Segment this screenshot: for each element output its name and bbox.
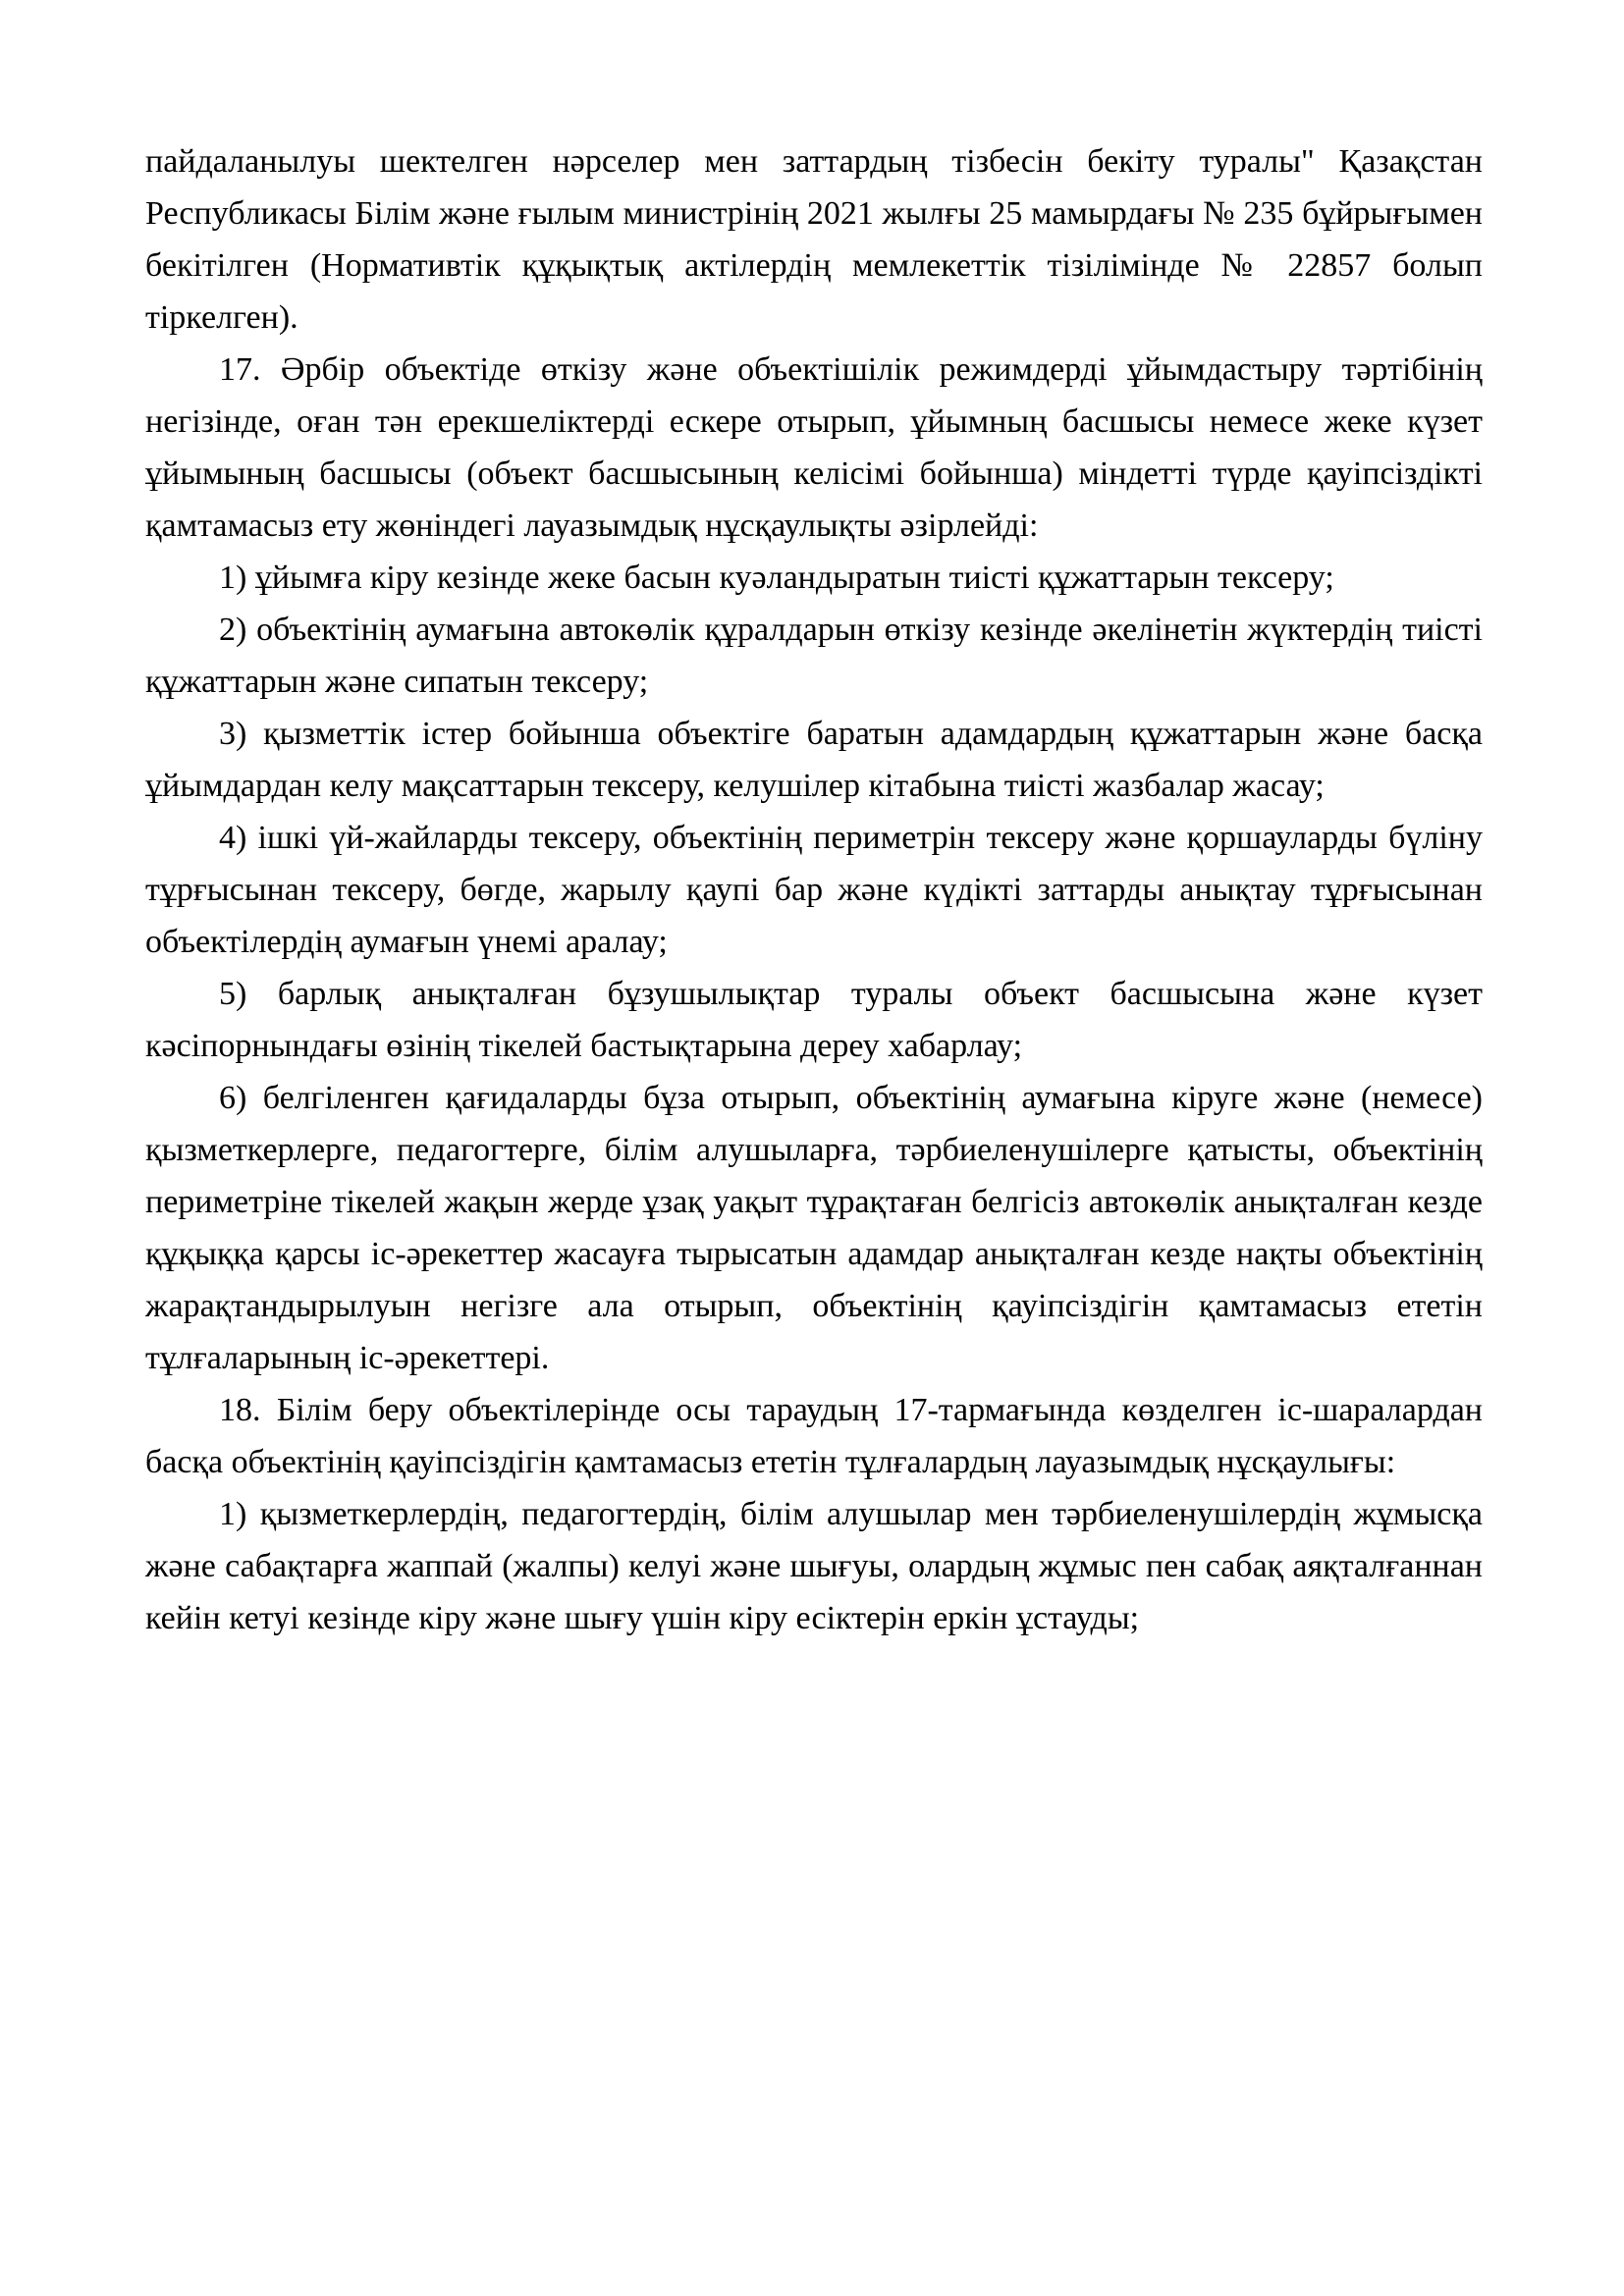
paragraph-continuation: пайдаланылуы шектелген нәрселер мен заттардың тізбесін бекіту туралы" Қазақстан Республикасы Білім және ғылым министрінің 2021 жылғы 25 мамырдағы № 235 бұйрығымен бекітілген (Нормативтік құқықтық актілердің мемлекеттік тізілімінде № 22857 болып тіркелген). bbox=[145, 143, 1483, 336]
paragraph-point-18: 18. Білім беру объектілерінде осы тараудың 17-тармағында көзделген іс-шаралардан басқа объектінің қауіпсіздігін қамтамасыз ететін тұлғалардың лауазымдық нұсқаулығы: bbox=[145, 1392, 1483, 1480]
paragraph-point-18-item-1: 1) қызметкерлердің, педагогтердің, білім алушылар мен тәрбиеленушілердің жұмысқа және сабақтарға жаппай (жалпы) келуі және шығуы, олардың жұмыс пен сабақ аяқталғаннан кейін кетуі кезінде кіру және шығу үшін кіру есіктерін еркін ұстауды; bbox=[145, 1496, 1483, 1636]
paragraph-item-1: 1) ұйымға кіру кезінде жеке басын куәландыратын тиісті құжаттарын тексеру; bbox=[219, 560, 1334, 596]
paragraph-item-4: 4) ішкі үй-жайларды тексеру, объектінің периметрін тексеру және қоршауларды бүліну тұрғысынан тексеру, бөгде, жарылу қаупі бар және күдікті заттарды анықтау тұрғысынан объектілердің аумағын үнемі аралау; bbox=[145, 820, 1483, 960]
paragraph-point-17: 17. Әрбір объектіде өткізу және объектішілік режимдерді ұйымдастыру тәртібінің негізінде, оған тән ерекшеліктерді ескере отырып, ұйымның басшысы немесе жеке күзет ұйымының басшысы (объект басшысының келісімі бойынша) міндетті түрде қауіпсіздікті қамтамасыз ету жөніндегі лауазымдық нұсқаулықты әзірлейді: bbox=[145, 351, 1483, 544]
paragraph-item-5: 5) барлық анықталған бұзушылықтар туралы объект басшысына және күзет кәсіпорнындағы өзінің тікелей бастықтарына дереу хабарлау; bbox=[145, 976, 1483, 1064]
paragraph-item-2: 2) объектінің аумағына автокөлік құралдарын өткізу кезінде әкелінетін жүктердің тиісті құжаттарын және сипатын тексеру; bbox=[145, 612, 1483, 700]
paragraph-item-3: 3) қызметтік істер бойынша объектіге баратын адамдардың құжаттарын және басқа ұйымдардан келу мақсаттарын тексеру, келушілер кітабына тиісті жазбалар жасау; bbox=[145, 716, 1483, 804]
paragraph-item-6: 6) белгіленген қағидаларды бұза отырып, объектінің аумағына кіруге және (немесе) қызметкерлерге, педагогтерге, білім алушыларға, тәрбиеленушілерге қатысты, объектінің периметріне тікелей жақын жерде ұзақ уақыт тұрақтаған белгісіз автокөлік анықталған кезде құқыққа қарсы іс-әрекеттер жасауға тырысатын адамдар анықталған кезде нақты объектінің жарақтандырылуын негізге ала отырып, объектінің қауіпсіздігін қамтамасыз ететін тұлғаларының іс-әрекеттері. bbox=[145, 1080, 1483, 1376]
